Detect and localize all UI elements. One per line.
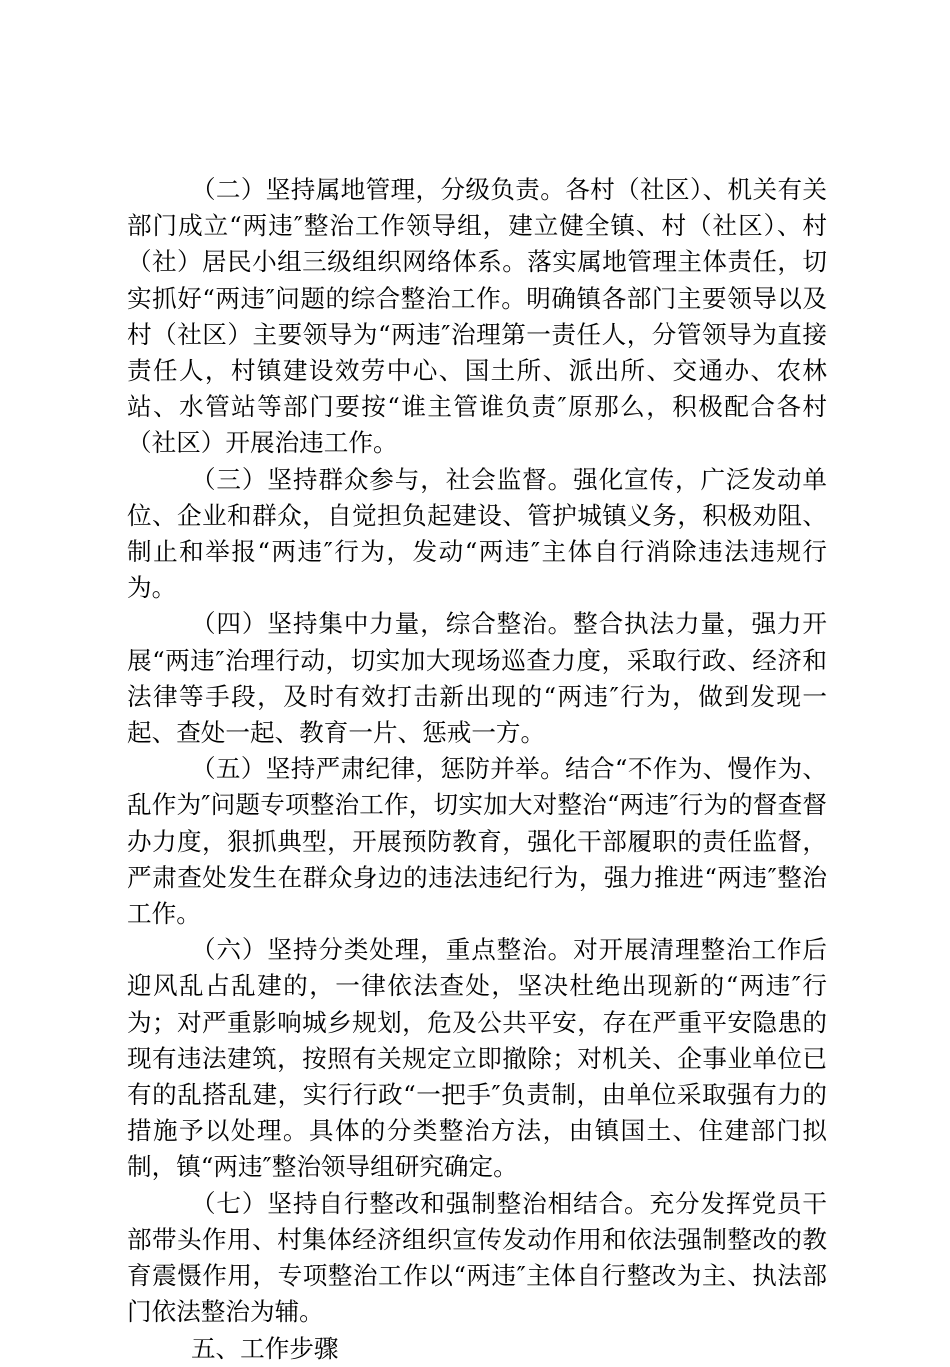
paragraph-4-principle-concentrated-force: （四）坚持集中力量，综合整治。整合执法力量，强力开展“两违″治理行动，切实加大现场巡查力度，采取行政、经济和法律等手段，及时有效打击新出现的“两违″行为，做到发现一起、查处一起、教育一片、惩戒一方。 [127, 609, 827, 748]
section-heading-work-steps: 五、工作步骤 [190, 1333, 339, 1363]
paragraph-6-principle-classified-handling: （六）坚持分类处理，重点整治。对开展清理整治工作后迎风乱占乱建的，一律依法查处，坚决杜绝出现新的“两违″行为；对严重影响城乡规划，危及公共平安，存在严重平安隐患的现有违法建筑，按照有关规定立即撤除；对机关、企事业单位已有的乱搭乱建，实行行政“一把手″负责制，由单位采取强有力的措施予以处理。具体的分类整治方法，由镇国土、住建部门拟制，镇“两违″整治领导组研究确定。 [127, 935, 827, 1182]
paragraph-3-principle-public-participation: （三）坚持群众参与，社会监督。强化宣传，广泛发动单位、企业和群众，自觉担负起建设、管护城镇义务，积极劝阻、制止和举报“两违″行为，发动“两违″主体自行消除违法违规行为。 [127, 464, 827, 603]
paragraph-2-principle-territorial: （二）坚持属地管理，分级负责。各村（社区）、机关有关部门成立“两违″整治工作领导组，建立健全镇、村（社区）、村（社）居民小组三级组织网络体系。落实属地管理主体责任，切实抓好“两违″问题的综合整治工作。明确镇各部门主要领导以及村（社区）主要领导为“两违″治理第一责任人，分管领导为直接责任人，村镇建设效劳中心、国土所、派出所、交通办、农林站、水管站等部门要按“谁主管谁负责″原那么，积极配合各村（社区）开展治违工作。 [127, 175, 827, 458]
paragraph-5-principle-strict-discipline: （五）坚持严肃纪律，惩防并举。结合“不作为、慢作为、乱作为″问题专项整治工作，切实加大对整治“两违″行为的督查督办力度，狠抓典型，开展预防教育，强化干部履职的责任监督，严肃查处发生在群众身边的违法违纪行为，强力推进“两违″整治工作。 [127, 754, 827, 929]
paragraph-7-principle-self-rectification: （七）坚持自行整改和强制整治相结合。充分发挥党员干部带头作用、村集体经济组织宣传发动作用和依法强制整改的教育震慑作用，专项整治工作以“两违″主体自行整改为主、执法部门依法整治为辅。 [127, 1188, 827, 1327]
document-body [127, 172, 827, 1367]
